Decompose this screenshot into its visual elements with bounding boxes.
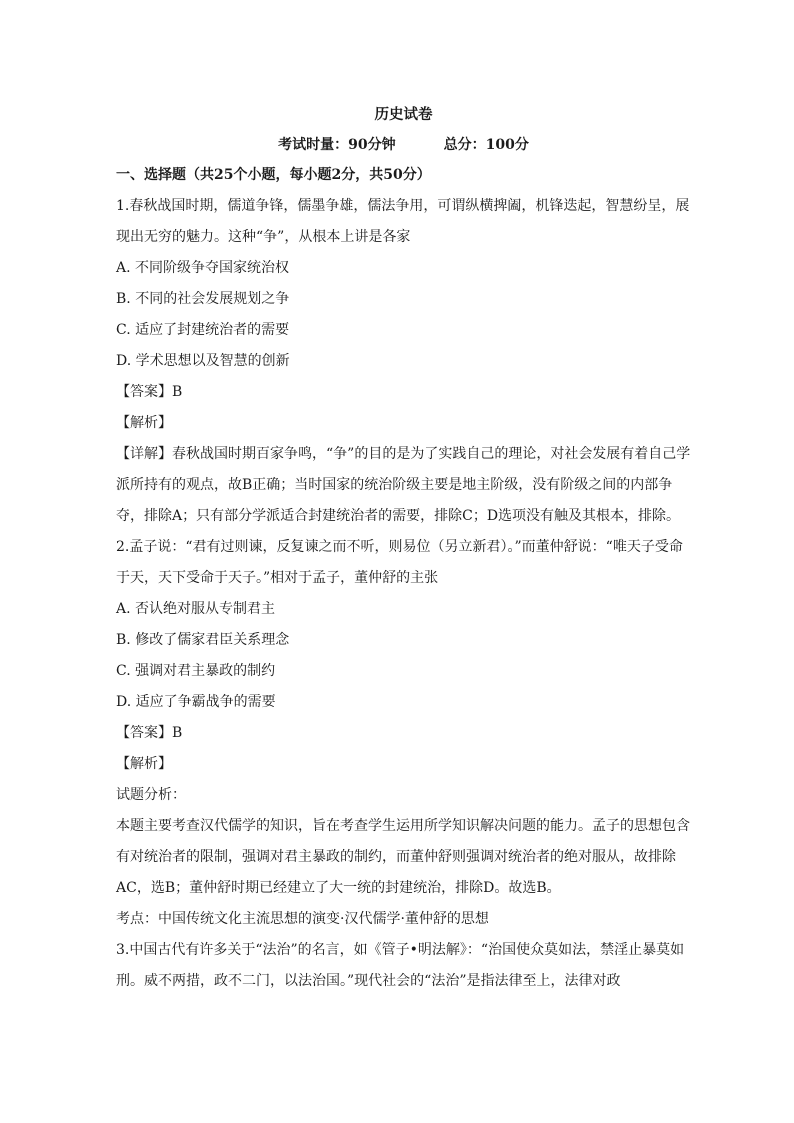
exam-score: 总分：100分	[443, 137, 529, 153]
q3-stem: 3.中国古代有许多关于“法治”的名言，如《管子•明法解》：“治国使众莫如法，禁淫止暴莫如刑。威不两措，政不二门，以法治国。”现代社会的“法治”是指法律至上，法律对政	[116, 942, 685, 989]
q1-option-b: B. 不同的社会发展规划之争	[116, 291, 290, 307]
q2-trial-label: 试题分析：	[116, 787, 186, 803]
q1-option-d: D. 学术思想以及智慧的创新	[116, 353, 290, 369]
q2-stem: 2.孟子说：“君有过则谏，反复谏之而不听，则易位（另立新君）。”而董仲舒说：“唯天子受命于天，天下受命于天子。”相对于孟子，董仲舒的主张	[116, 539, 683, 586]
q2-kaodian: 考点：中国传统文化主流思想的演变·汉代儒学·董仲舒的思想	[116, 911, 489, 927]
q2-analysis-label: 【解析】	[116, 756, 172, 772]
page-title: 历史试卷	[374, 106, 433, 123]
q2-option-c: C. 强调对君主暴政的制约	[116, 663, 276, 679]
exam-time: 考试时量：90分钟	[278, 137, 396, 153]
q2-answer: 【答案】B	[116, 725, 183, 741]
q2-option-d: D. 适应了争霸战争的需要	[116, 694, 276, 710]
q1-detail: 【详解】春秋战国时期百家争鸣，“争”的目的是为了实践自己的理论，对社会发展有着自己学派所持有的观点，故B正确；当时国家的统治阶级主要是地主阶级，没有阶级之间的内部争夺，排除A；只有部分学派适合封建统治者的需要，排除C；D选项没有触及其根本，排除。	[116, 446, 691, 524]
q1-analysis-label: 【解析】	[116, 415, 172, 431]
q2-option-a: A. 否认绝对服从专制君主	[116, 601, 276, 617]
document-body	[116, 100, 691, 997]
q1-option-c: C. 适应了封建统治者的需要	[116, 322, 290, 338]
q2-option-b: B. 修改了儒家君臣关系理念	[116, 632, 290, 648]
q1-stem: 1.春秋战国时期，儒道争锋，儒墨争雄，儒法争用，可谓纵横捭阖，机锋迭起，智慧纷呈，展现出无穷的魅力。这种“争”，从根本上讲是各家	[116, 198, 690, 245]
q1-answer: 【答案】B	[116, 384, 183, 400]
section-title: 一、选择题（共25个小题，每小题2分，共50分）	[116, 167, 431, 183]
q1-option-a: A. 不同阶级争夺国家统治权	[116, 260, 290, 276]
q2-body: 本题主要考查汉代儒学的知识，旨在考查学生运用所学知识解决问题的能力。孟子的思想包含有对统治者的限制，强调对君主暴政的制约，而董仲舒则强调对统治者的绝对服从，故排除AC，选B；董仲舒时期已经建立了大一统的封建统治，排除D。故选B。	[116, 818, 690, 896]
exam-meta	[116, 130, 691, 160]
